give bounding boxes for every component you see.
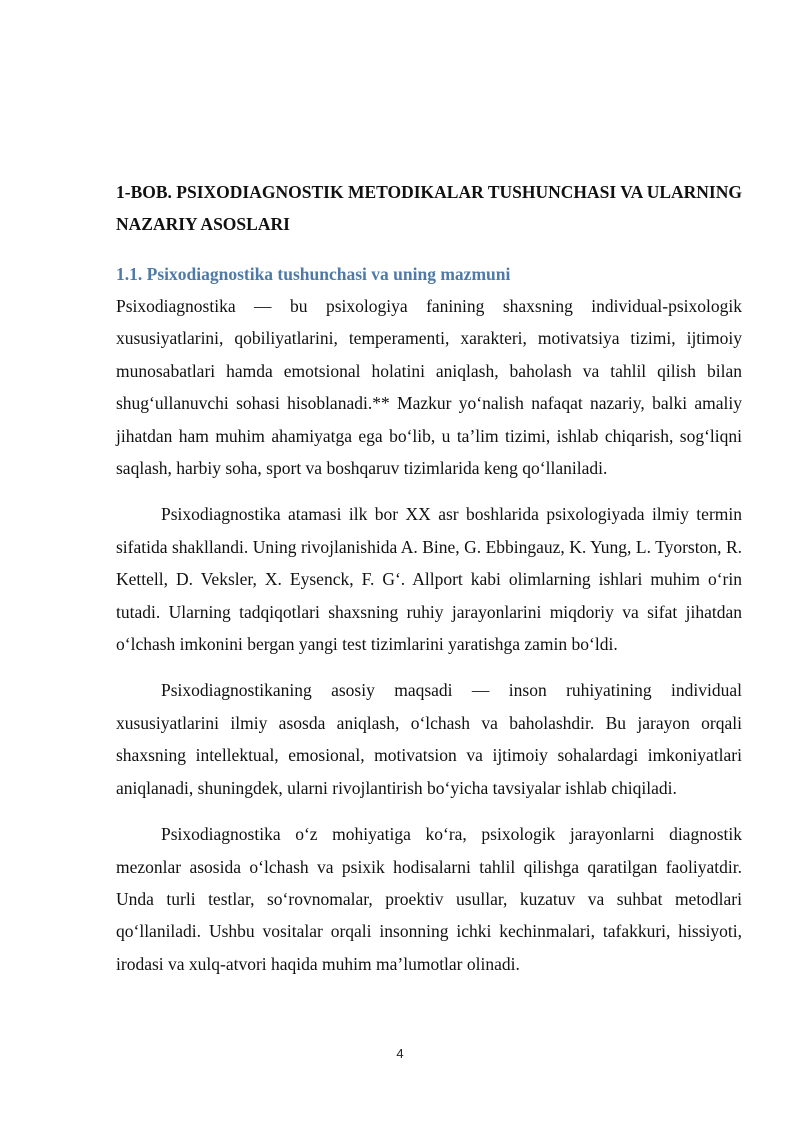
paragraph-history: Psixodiagnostika atamasi ilk bor XX asr boshlarida psixologiyada ilmiy termin sifatida shakllandi. Uning rivojlanishida A. Bine, G. Ebbingauz, K. Yung, L. Tyorston, R. Kettell, D. Veksler, X. Eysenck, F. G‘. Allport kabi olimlarning ishlari muhim o‘rin tutadi. Ularning tadqiqotlari shaxsning ruhiy jarayonlarini miqdoriy va sifat jihatdan o‘lchash imkonini bergan yangi test tizimlarini yaratishga zamin bo‘ldi. [116,504,742,655]
page-content [116,176,742,980]
paragraph-intro: Psixodiagnostika — bu psixologiya fanining shaxsning individual-psixologik xususiyatlarini, qobiliyatlarini, temperamenti, xarakteri, motivatsiya tizimi, ijtimoiy munosabatlari hamda emotsional holatini aniqlash, baholash va tahlil qilish bilan shug‘ullanuvchi sohasi hisoblanadi.** Mazkur yo‘nalish nafaqat nazariy, balki amaliy jihatdan ham muhim ahamiyatga ega bo‘lib, u ta’lim tizimi, ishlab chiqarish, sog‘liqni saqlash, harbiy soha, sport va boshqaruv tizimlarida keng qo‘llaniladi. [116,296,742,479]
page-number: 4 [396,1046,404,1061]
paragraph-methods: Psixodiagnostika o‘z mohiyatiga ko‘ra, psixologik jarayonlarni diagnostik mezonlar asosida o‘lchash va psixik hodisalarni tahlil qilishga qaratilgan faoliyatdir. Unda turli testlar, so‘rovnomalar, proektiv usullar, kuzatuv va suhbat metodlari qo‘llaniladi. Ushbu vositalar orqali insonning ichki kechinmalari, tafakkuri, hissiyoti, irodasi va xulq-atvori haqida muhim ma’lumotlar olinadi. [116,824,742,974]
chapter-title: 1-BOB. PSIXODIAGNOSTIK METODIKALAR TUSHUNCHASI VA ULARNING NAZARIY ASOSLARI [116,182,742,234]
paragraph-goal: Psixodiagnostikaning asosiy maqsadi — inson ruhiyatining individual xususiyatlarini ilmiy asosda aniqlash, o‘lchash va baholashdir. Bu jarayon orqali shaxsning intellektual, emosional, motivatsion va ijtimoiy sohalardagi imkoniyatlari aniqlanadi, shuningdek, ularni rivojlantirish bo‘yicha tavsiyalar ishlab chiqiladi. [116,680,742,798]
section-heading: 1.1. Psixodiagnostika tushunchasi va uning mazmuni [116,264,511,284]
